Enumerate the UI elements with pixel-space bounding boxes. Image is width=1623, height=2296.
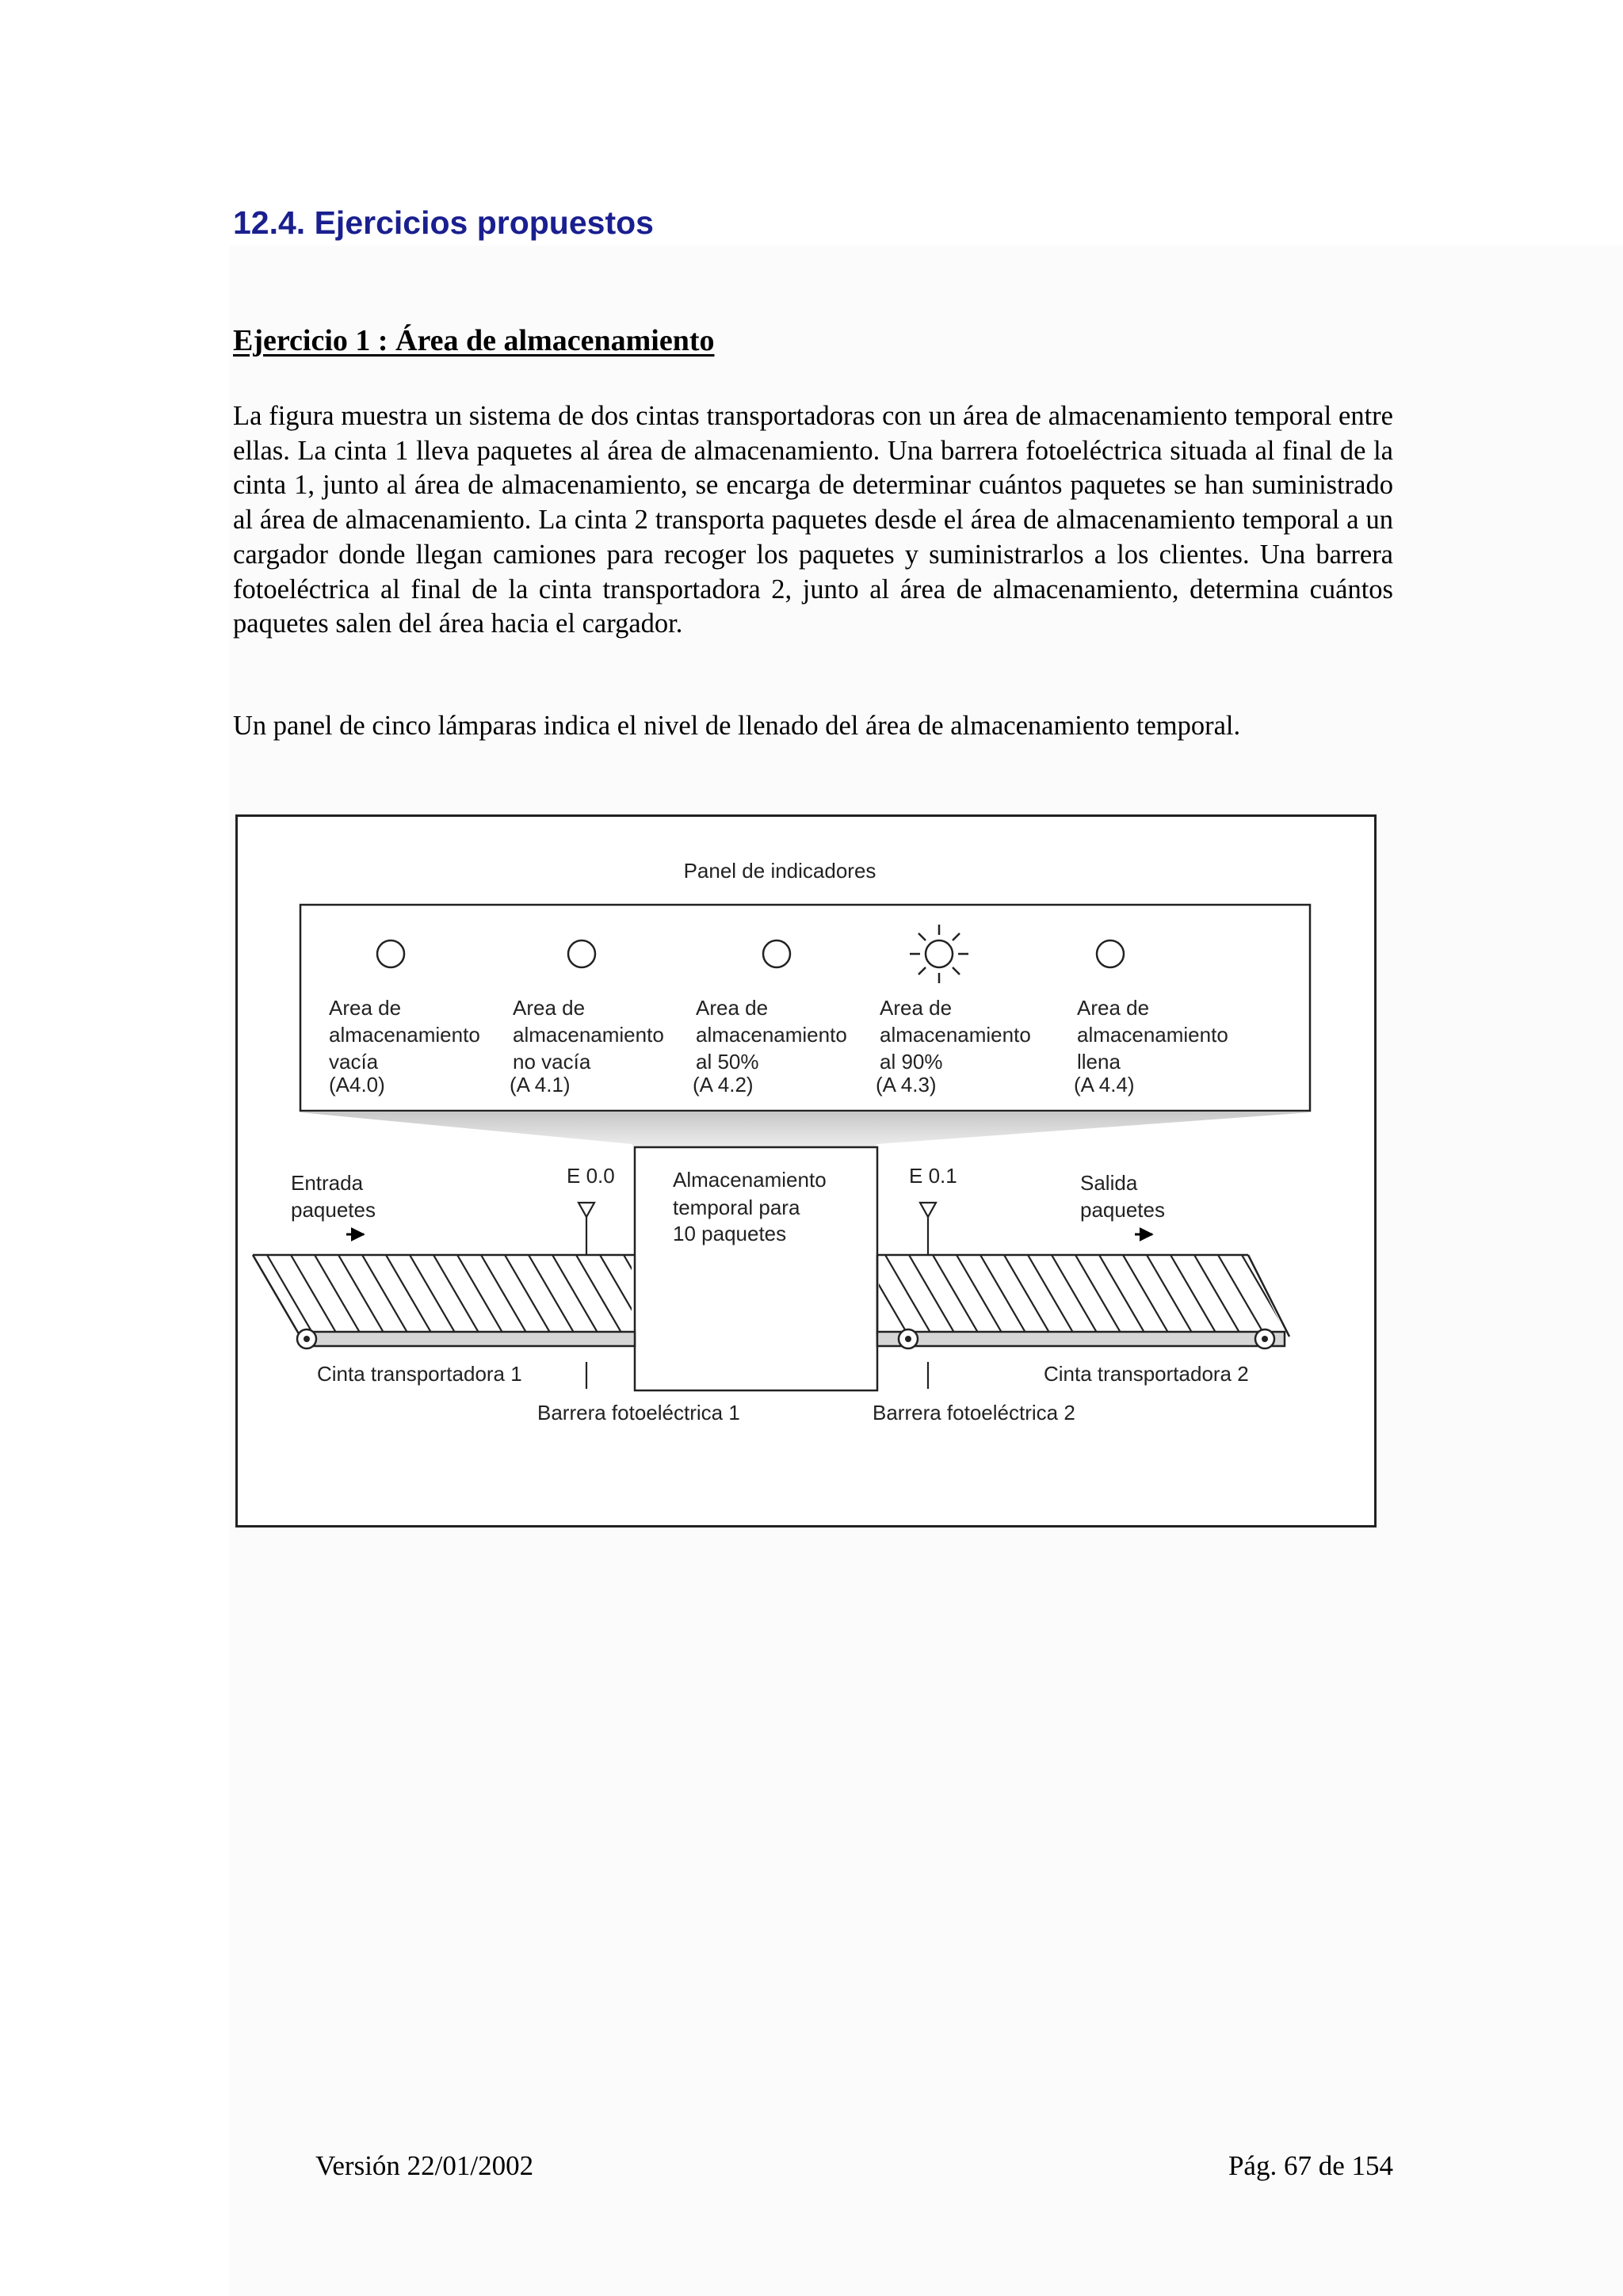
lamp-label-line: almacenamiento [696,1023,847,1047]
lamp-label-line: (A 4.4) [1074,1073,1135,1097]
footer-page-number: Pág. 67 de 154 [1228,2150,1393,2181]
barrier-2-label: Barrera fotoeléctrica 2 [873,1401,1075,1425]
svg-text:Entrada: Entrada [291,1171,364,1195]
svg-text:Salida: Salida [1080,1171,1138,1195]
svg-text:paquetes: paquetes [291,1198,376,1222]
sensor-label: E 0.1 [909,1164,957,1188]
lamp-label-line: Area de [329,996,402,1020]
panel-title: Panel de indicadores [683,859,876,883]
indicator-panel [300,905,1310,1111]
lamp-label-line: almacenamiento [880,1023,1031,1047]
exercise-title: Ejercicio 1 : Área de almacenamiento [233,324,715,357]
body-paragraph: La figura muestra un sistema de dos cintas transportadoras con un área de almacenamiento temporal entre ellas. La cinta 1 lleva paquetes al área de almacenamiento. Una barrera fotoeléctrica situada al final de la cinta 1, junto al área de almacenamiento, se encarga de determinar cuántos paquetes se han suministrado al área de almacenamiento. La cinta 2 transporta paquetes desde el área de almacenamiento temporal a un cargador donde llegan camiones para recoger los paquetes y suministrarlos a los clientes. Una barrera fotoeléctrica al final de la cinta transportadora 2, junto al área de almacenamiento, determina cuántos paquetes salen del área hacia el cargador. [233,401,1393,639]
lamp-label-line: no vacía [513,1050,591,1074]
conveyor-figure [235,814,1377,1527]
lamp-off-icon [377,940,404,967]
lamp-label-line: (A 4.1) [510,1073,571,1097]
lamp-off-icon [763,940,790,967]
section-title: 12.4. Ejercicios propuestos [233,204,654,241]
storage-label-line: Almacenamiento [673,1168,827,1192]
lamp-label-line: vacía [329,1050,379,1074]
storage-label-line: temporal para [673,1196,800,1219]
conveyor-diagram [235,814,1377,1527]
lamp-label-line: Area de [513,996,586,1020]
conveyor-1-label: Cinta transportadora 1 [317,1362,522,1386]
svg-text:paquetes: paquetes [1080,1198,1165,1222]
lamp-label-line: almacenamiento [1077,1023,1228,1047]
lamp-lit-icon [910,925,968,983]
lamp-off-icon [1097,940,1124,967]
lamp-label-line: Area de [696,996,769,1020]
lamp-label-line: almacenamiento [513,1023,664,1047]
footer-version: Versión 22/01/2002 [315,2150,534,2181]
lamp-off-icon [568,940,595,967]
lamp-label-line: (A4.0) [329,1073,385,1097]
lamp-label-line: al 90% [880,1050,943,1074]
sensor-label: E 0.0 [567,1164,615,1188]
lamp-label-line: (A 4.2) [693,1073,754,1097]
lamp-label-line: (A 4.3) [876,1073,937,1097]
barrier-1-label: Barrera fotoeléctrica 1 [537,1401,740,1425]
conveyor-2-label: Cinta transportadora 2 [1044,1362,1249,1386]
lamp-label-line: Area de [1077,996,1150,1020]
storage-label-line: 10 paquetes [673,1222,787,1245]
lamp-label-line: al 50% [696,1050,759,1074]
lamp-label-line: almacenamiento [329,1023,480,1047]
lamp-label-line: Area de [880,996,953,1020]
body-paragraph: Un panel de cinco lámparas indica el nivel de llenado del área de almacenamiento temporal. [233,711,1241,741]
lamp-label-line: llena [1077,1050,1121,1074]
